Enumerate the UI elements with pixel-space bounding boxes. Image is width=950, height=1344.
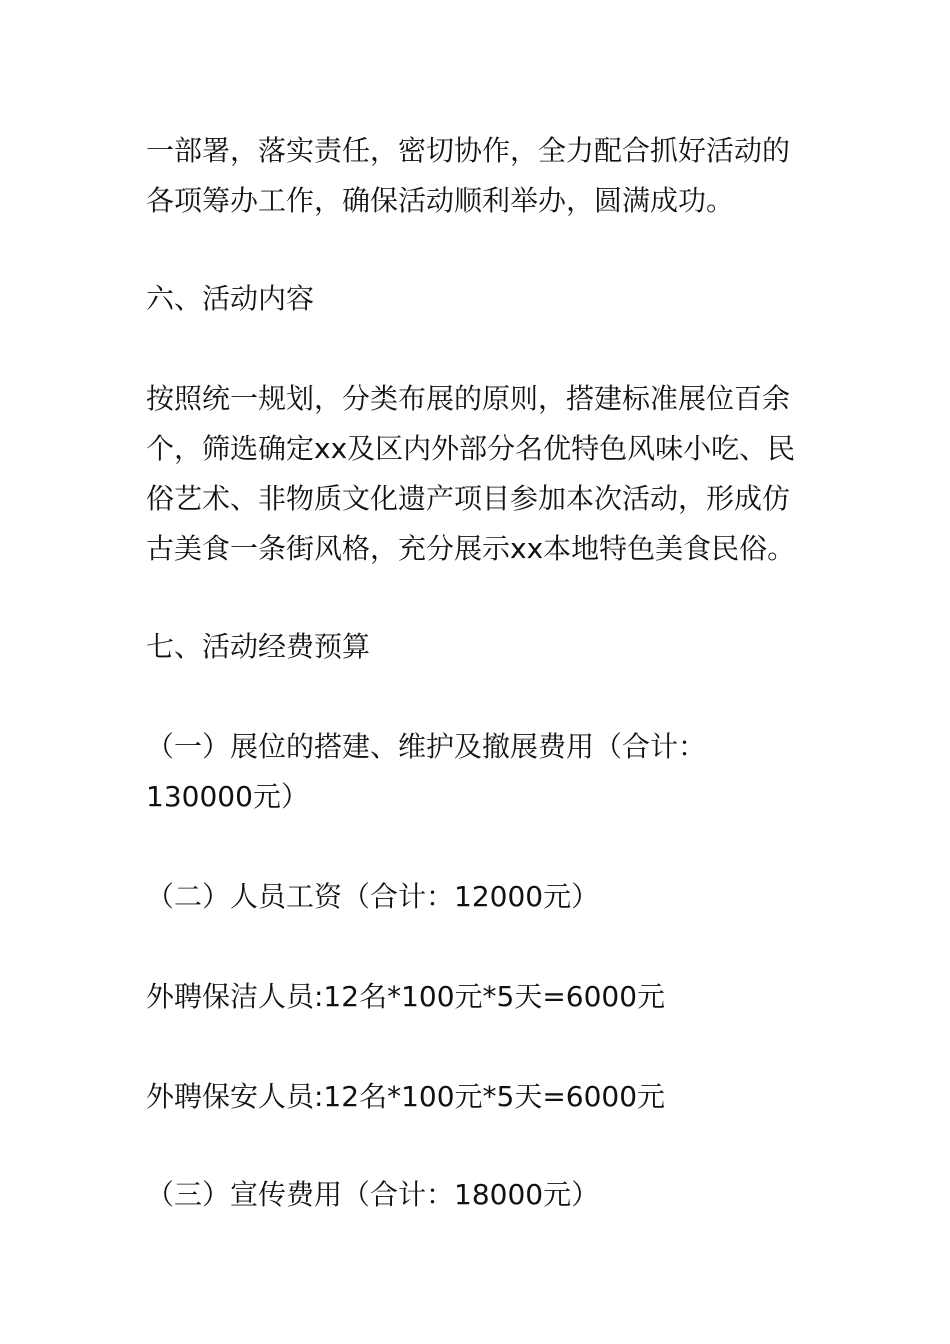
budget-item-wages: （二）人员工资（合计：12000元）: [146, 880, 600, 913]
section-heading-budget: 七、活动经费预算: [146, 630, 371, 663]
budget-line-cleaning-staff: 外聘保洁人员:12名*100元*5天=6000元: [146, 980, 666, 1013]
section-heading-activity-content: 六、活动内容: [146, 282, 315, 315]
budget-item-booth: （一）展位的搭建、维护及撤展费用（合计：130000元）: [146, 730, 707, 813]
paragraph-deployment: 一部署，落实责任，密切协作，全力配合抓好活动的各项筹办工作，确保活动顺利举办，圆满成功。: [146, 134, 791, 217]
budget-line-security-staff: 外聘保安人员:12名*100元*5天=6000元: [146, 1080, 666, 1113]
paragraph-activity-content: 按照统一规划，分类布展的原则，搭建标准展位百余个，筛选确定xx及区内外部分名优特色风味小吃、民俗艺术、非物质文化遗产项目参加本次活动，形成仿古美食一条街风格，充分展示xx本地特色美食民俗。: [146, 382, 796, 565]
budget-item-publicity: （三）宣传费用（合计：18000元）: [146, 1178, 600, 1211]
